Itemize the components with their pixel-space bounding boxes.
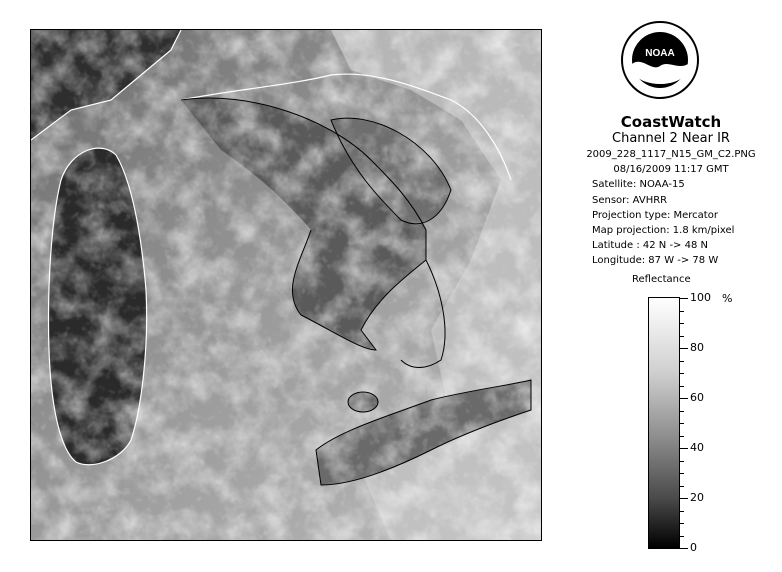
colorbar-tick-label: 80 <box>690 341 704 354</box>
logo-text: NOAA <box>645 48 675 59</box>
colorbar-minor-tick <box>680 386 684 387</box>
projection-type: Projection type: Mercator <box>592 209 718 221</box>
colorbar-tick-label: 60 <box>690 391 704 404</box>
colorbar-tick <box>680 298 688 299</box>
colorbar-minor-tick <box>680 461 684 462</box>
cloud-detail <box>31 30 542 541</box>
colorbar-minor-tick <box>680 411 684 412</box>
colorbar-minor-tick <box>680 486 684 487</box>
colorbar-title: Reflectance <box>632 274 691 285</box>
colorbar <box>648 297 680 549</box>
filename: 2009_228_1117_N15_GM_C2.PNG <box>586 149 756 160</box>
latitude-range: Latitude : 42 N -> 48 N <box>592 240 708 252</box>
colorbar-minor-tick <box>680 336 684 337</box>
colorbar-tick-label: 20 <box>690 491 704 504</box>
colorbar-minor-tick <box>680 323 684 324</box>
noaa-logo <box>620 20 700 100</box>
product-title: CoastWatch <box>620 113 722 131</box>
map-image <box>31 30 542 541</box>
longitude-range: Longitude: 87 W -> 78 W <box>592 255 719 267</box>
colorbar-tick-label: 100 <box>690 291 711 304</box>
colorbar-minor-tick <box>680 536 684 537</box>
colorbar-minor-tick <box>680 311 684 312</box>
colorbar-tick <box>680 448 688 449</box>
colorbar-minor-tick <box>680 373 684 374</box>
colorbar-minor-tick <box>680 523 684 524</box>
datetime: 08/16/2009 11:17 GMT <box>613 164 729 176</box>
colorbar-tick <box>680 348 688 349</box>
colorbar-tick <box>680 398 688 399</box>
colorbar-tick <box>680 548 688 549</box>
satellite-map <box>30 29 542 541</box>
sensor-info: Sensor: AVHRR <box>592 194 668 206</box>
colorbar-tick-label: 40 <box>690 441 704 454</box>
channel-subtitle: Channel 2 Near IR <box>612 131 730 146</box>
colorbar-unit: % <box>722 292 733 305</box>
colorbar-minor-tick <box>680 436 684 437</box>
colorbar-tick <box>680 498 688 499</box>
colorbar-minor-tick <box>680 473 684 474</box>
colorbar-minor-tick <box>680 423 684 424</box>
map-projection: Map projection: 1.8 km/pixel <box>592 225 735 237</box>
noaa-seal-icon <box>620 20 700 100</box>
colorbar-minor-tick <box>680 511 684 512</box>
metadata-panel <box>560 113 782 269</box>
colorbar-tick-label: 0 <box>690 541 697 554</box>
satellite-info: Satellite: NOAA-15 <box>592 179 685 191</box>
colorbar-minor-tick <box>680 361 684 362</box>
